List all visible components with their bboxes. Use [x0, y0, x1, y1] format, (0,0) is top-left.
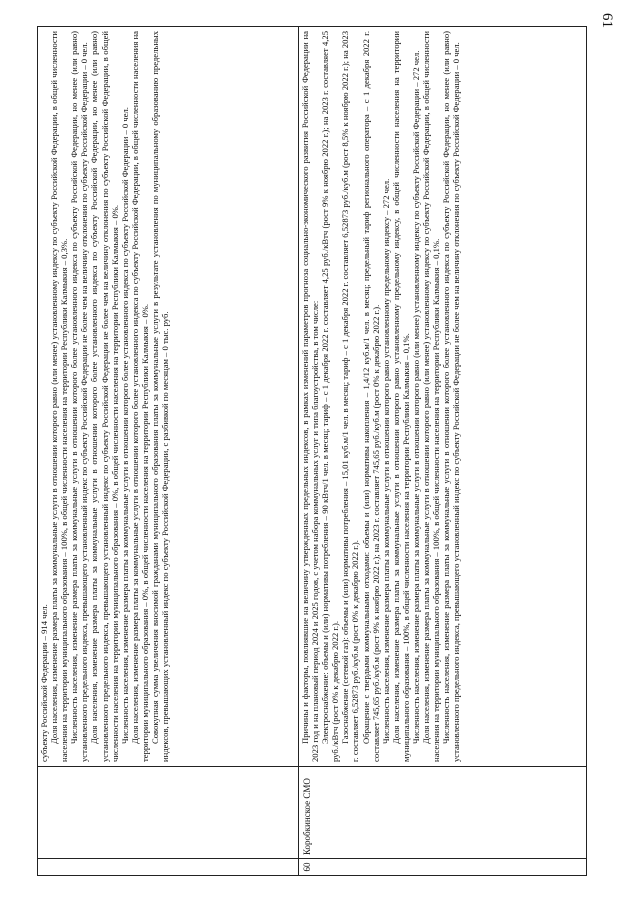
paragraph: Доля населения, изменение размера платы за коммунальные услуги в отношении которого равно (или менее) установленному индексу по субъекту Российской Федерации, в общей численности населения на территории муниципального образования – 100%, в общей численности населения на территории Республики Калмыкия – 0,3%. — [49, 31, 70, 762]
paragraph: Обращение с твердыми коммунальными отходами: объемы и (или) нормативы накопления – 1,4/12 куб.м/1 чел. в месяц; предельный тариф регионального оператора – с 1 декабря 2022 г. составляет 745,65 руб./куб.м (рост 9% к ноябрю 2022 г.); на 2023 г. составляет 745,65 руб./куб.м (рост 0% к декабрю 2022 г.). — [360, 31, 381, 762]
paragraph: Совокупная сумма увеличения вносимой гражданами муниципального образования платы за коммунальные услуги в результате установления по муниципальному образованию предельных индексов, превышающих установленный индекс по субъекту Российской Федерации, с разбивкой по месяцам – 0 тыс. руб. — [150, 31, 171, 762]
table-row-upper — [38, 27, 299, 876]
paragraph: субъекту Российской Федерации – 914 чел. — [39, 604, 49, 762]
page-number: 61 — [599, 13, 615, 28]
paragraph: Численность населения, изменение размера платы за коммунальные услуги в отношении которого равно (или менее) установленному индексу по субъекту Российской Федерации – 272 чел. — [411, 50, 422, 744]
municipality-name-cell — [38, 767, 299, 859]
paragraph: Газоснабжение (сетевой газ): объемы и (или) нормативы потребления – 15,01 куб.м/1 чел. в месяц; тариф – с 1 декабря 2022 г. составляет 6,52873 руб./куб.м (рост 8,5% к ноябрю 2022 г.); на 2023 г. составляет 6,52873 руб./куб.м (рост 0% к декабрю 2022 г.). — [340, 31, 361, 762]
paragraph: Численность населения, изменение размера платы за коммунальные услуги в отношении которого более установленного индекса по субъекту Российской Федерации – 0 чел. — [119, 107, 130, 744]
paragraph: Доля населения, изменение размера платы за коммунальные услуги в отношении которого более установленного индекса по субъекту Российской Федерации, но менее (или равно) установленного предельного индекса, превышающего установленный индекс по субъекту Российской Федерации не более чем на величину отклонения по субъекту Российской Федерации, в общей численности населения на территории муниципального образования – 0%, в общей численности населения на территории Республики Калмыкия – 0%. — [89, 31, 120, 762]
paragraph: Численность населения, изменение размера платы за коммунальные услуги в отношении которого равно установленному предельному индексу – 272 чел. — [380, 178, 391, 744]
municipality-name-cell: Коробкинское СМО — [299, 767, 587, 859]
paragraph: Численность населения, изменение размера платы за коммунальные услуги в отношении которого более установленного индекса по субъекту Российской Федерации, но менее (или равно) установленного предельного индекса, превышающего установленный индекс по субъекту Российской Федерации не более чем на величину отклонения по субъекту Российской Федерации – 0 чел. — [69, 31, 90, 762]
paragraph: Электроснабжение: объемы и (или) нормативы потребления – 90 кВтч/1 чел. в месяц; тариф – с 1 декабря 2022 г. составляет 4,25 руб./кВтч (рост 9% к ноябрю 2022 г.); на 2023 г. составляет 4,25 руб./кВтч (рост 0% к декабрю 2022 г.). — [320, 31, 341, 762]
paragraph: Причины и факторы, повлиявшие на величину утвержденных предельных индексов, в рамках изменений параметров прогноза социально-экономического развития Российской Федерации на 2023 год и на плановый период 2024 и 2025 годов, с учетом набора коммунальных услуг и типа благоустройства, в том числе: — [300, 31, 321, 762]
paragraph: Доля населения, изменение размера платы за коммунальные услуги в отношении которого более установленного индекса по субъекту Российской Федерации, в общей численности населения на территории муниципального образования – 0%, в общей численности населения на территории Республики Калмыкия – 0%. — [129, 31, 150, 762]
row-number-cell — [38, 859, 299, 876]
row-number-cell: 60 — [299, 859, 587, 876]
document-table — [37, 26, 587, 876]
description-cell — [299, 27, 587, 767]
paragraph: Численность населения, изменение размера платы за коммунальные услуги в отношении которого более установленного индекса по субъекту Российской Федерации, но менее (или равно) установленного предельного индекса, превышающего установленный индекс по субъекту Российской Федерации не более чем на величину отклонения по субъекту Российской Федерации – 0 чел. — [441, 31, 462, 762]
description-cell — [38, 27, 299, 767]
paragraph: Доля населения, изменение размера платы за коммунальные услуги в отношении которого равно (или менее) установленному индексу по субъекту Российской Федерации, в общей численности населения на территории муниципального образования – 100%, в общей численности населения на территории Республики Калмыкия – 0,1%. — [421, 31, 442, 762]
paragraph: Доля населения, изменение размера платы за коммунальные услуги в отношении которого равно установленному предельному индексу, в общей численности населения на территории муниципального образования – 100%, в общей численности населения на территории Республики Калмыкия – 0,1%. — [390, 31, 411, 762]
table-row-lower — [299, 27, 587, 876]
